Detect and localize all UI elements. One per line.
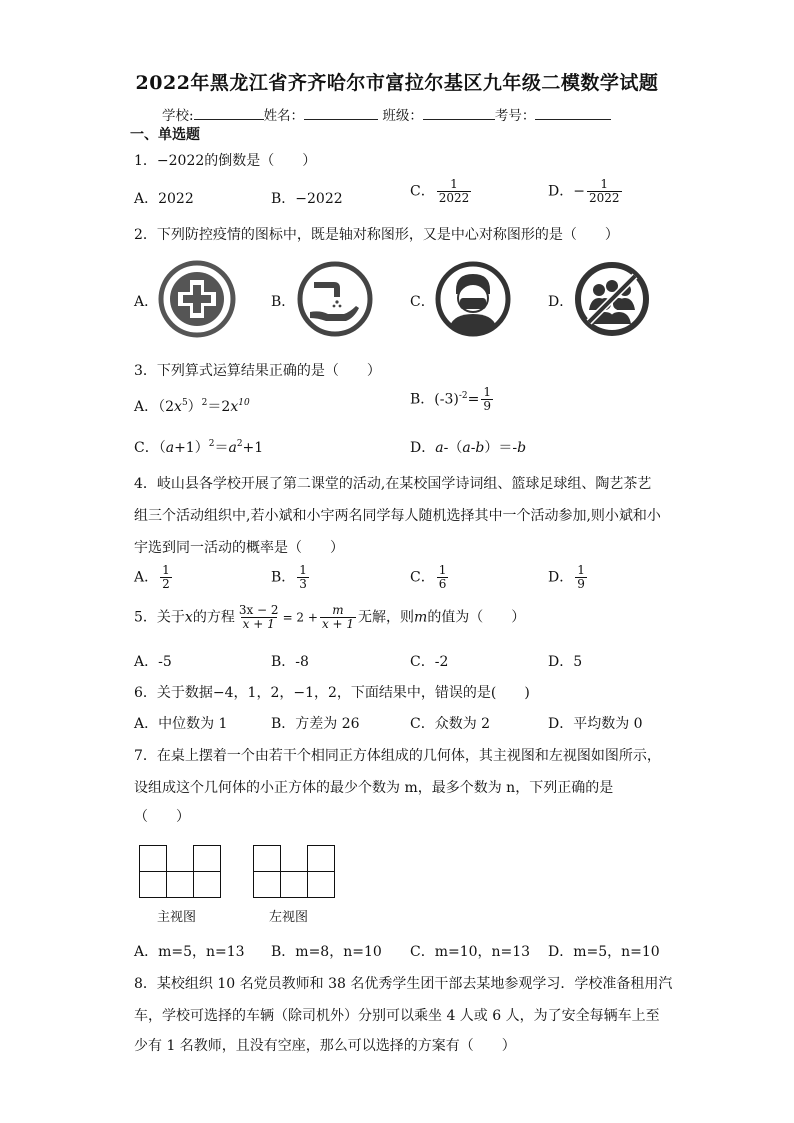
name-label: 姓名：: [263, 108, 305, 124]
q5-fraction-right: $\frac{m}{x + 1}$: [321, 603, 355, 632]
exam-no-label: 考号：: [494, 108, 536, 124]
q1-option-b: B．−2022: [271, 191, 343, 207]
left-view-figure: [253, 845, 337, 899]
q4-option-b: B． $\frac{1}{3}$: [271, 563, 307, 592]
q4-b-fraction: $\frac{1}{3}$: [299, 563, 307, 592]
q1-stem: 1．−2022的倒数是（ ）: [134, 153, 317, 169]
student-info-line: [162, 104, 611, 124]
q6-option-d: D．平均数为 0: [548, 716, 643, 732]
q1-c-fraction: $\frac{1}{2022}$: [438, 177, 470, 206]
q2-option-c: C．: [410, 294, 435, 310]
q4-c-fraction: $\frac{1}{6}$: [438, 563, 447, 592]
q2-stem: 2．下列防控疫情的图标中，既是轴对称图形，又是中心对称图形的是（ ）: [134, 227, 619, 243]
left-view-caption: 左视图: [269, 910, 309, 925]
page-title: 2022年黑龙江省齐齐哈尔市富拉尔基区九年级二模数学试题: [135, 72, 659, 94]
q3-option-b: B．$(-3)^{-2}=$ $\frac{1}{9}$: [410, 385, 492, 414]
q4-stem-line-3: 宇选到同一活动的概率是（ ）: [134, 540, 344, 556]
q8-stem-line-2: 车，学校可选择的车辆（除司机外）分别可以乘坐 4 人或 6 人，为了安全每辆车上至: [134, 1008, 660, 1024]
q6-option-c: C．众数为 2: [410, 716, 491, 732]
q1-d-fraction: $\frac{1}{2022}$: [588, 177, 620, 206]
q4-option-d: D． $\frac{1}{9}$: [548, 563, 585, 592]
q4-option-c: C． $\frac{1}{6}$: [410, 563, 447, 592]
name-blank[interactable]: [304, 107, 378, 120]
q7-option-b: B．m=8，n=10: [271, 944, 382, 960]
q7-stem-line-3: （ ）: [134, 809, 190, 825]
front-view-figure: [139, 845, 223, 899]
section-heading-single-choice: 一、单选题: [130, 127, 200, 143]
hand-washing-icon: [296, 260, 374, 338]
q1-option-d: D．− $\frac{1}{2022}$: [548, 177, 620, 206]
q5-option-c: C．-2: [410, 654, 449, 670]
q7-stem-line-2: 设组成这个几何体的小正方体的最少个数为 m，最多个数为 n，下列正确的是: [134, 780, 614, 796]
q4-a-fraction: $\frac{1}{2}$: [162, 563, 170, 592]
q7-option-c: C．m=10，n=13: [410, 944, 531, 960]
medical-cross-icon: [158, 260, 236, 338]
q6-option-a: A．中位数为 1: [134, 716, 228, 732]
q7-option-d: D．m=5，n=10: [548, 944, 660, 960]
exam-no-blank[interactable]: [535, 107, 611, 120]
q5-option-a: A．-5: [134, 654, 172, 670]
class-label: 班级：: [382, 108, 423, 124]
q8-stem-line-1: 8．某校组织 10 名党员教师和 38 名优秀学生团干部去某地参观学习．学校准备租用汽: [134, 976, 673, 992]
q2-option-a: A．: [134, 294, 159, 310]
q5-fraction-left: $\frac{3x - 2}{x + 1}$: [238, 603, 279, 632]
q7-stem-line-1: 7．在桌上摆着一个由若干个相同正方体组成的几何体，其主视图和左视图如图所示，: [134, 748, 661, 764]
school-label: 学校:: [162, 108, 194, 124]
q3-b-fraction: $\frac{1}{9}$: [483, 385, 492, 414]
q3-stem: 3．下列算式运算结果正确的是（ ）: [134, 363, 381, 379]
q5-option-b: B．-8: [271, 654, 309, 670]
q1-option-a: A．2022: [134, 191, 194, 207]
q3-option-d: D．a-（a-b）＝-b: [410, 440, 527, 456]
q2-option-d: D．: [548, 294, 574, 310]
q6-option-b: B．方差为 26: [271, 716, 360, 732]
q4-option-a: A． $\frac{1}{2}$: [134, 563, 170, 592]
q3-option-c: C．$(a+1)^2=a^2+1$: [134, 439, 264, 456]
q4-stem-line-1: 4．岐山县各学校开展了第二课堂的活动,在某校国学诗词组、篮球足球组、陶艺茶艺: [134, 476, 652, 492]
q4-d-fraction: $\frac{1}{9}$: [577, 563, 585, 592]
q1-option-c: C． $\frac{1}{2022}$: [410, 177, 470, 206]
q3-option-a: A．$(2x^5)^2=2x^{10}$: [134, 398, 250, 415]
q5-option-d: D．5: [548, 654, 583, 670]
q7-option-a: A．m=5，n=13: [134, 944, 245, 960]
school-blank[interactable]: [194, 107, 264, 120]
q6-stem: 6．关于数据−4，1，2，−1，2，下面结果中，错误的是( ): [134, 685, 530, 701]
q8-stem-line-3: 少有 1 名教师，且没有空座，那么可以选择的方案有（ ）: [134, 1038, 516, 1054]
front-view-caption: 主视图: [157, 910, 197, 925]
q5-stem: 5．关于x的方程 $\frac{3x - 2}{x + 1}$ = 2 + $\frac{m}{x + 1}$ 无解，则m的值为（ ）: [134, 603, 526, 632]
class-blank[interactable]: [423, 107, 495, 120]
q4-stem-line-2: 组三个活动组织中,若小斌和小宇两名同学每人随机选择其中一个活动参加,则小斌和小: [134, 508, 661, 524]
no-gathering-icon: [573, 260, 651, 338]
q2-option-b: B．: [271, 294, 296, 310]
masked-person-icon: [434, 260, 512, 338]
